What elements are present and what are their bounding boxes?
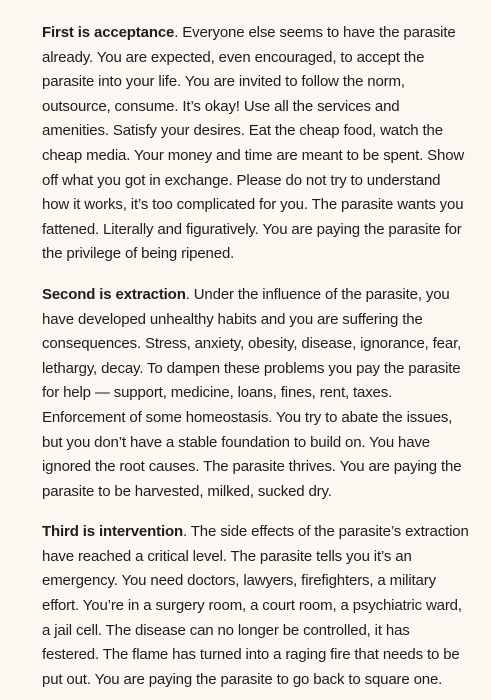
paragraph-body: . Under the influence of the parasite, you have developed unhealthy habits and you are suffering the consequences. Stress, anxiety, obesity, disease, ignorance, fear, lethargy, decay. To dampen these problems you pay the parasite for help — support, medicine, loans, fines, rent, taxes. Enforcement of some homeostasis. You try to abate the issues, but you don’t have a stable foundation to build on. You have ignored the root causes. The parasite thrives. You are paying the parasite to be harvested, milked, sucked dry. [42, 285, 462, 500]
paragraph-body: . The side effects of the parasite’s extraction have reached a critical level. The parasite tells you it’s an emergency. You need doctors, lawyers, firefighters, a military effort. You’re in a surgery room, a court room, a psychiatric ward, a jail cell. The disease can no longer be controlled, it has festered. The flame has turned into a raging fire that needs to be put out. You are paying the parasite to go back to square one. [42, 523, 469, 688]
paragraph-intervention [42, 520, 469, 692]
paragraph-lead: First is acceptance [42, 24, 175, 41]
paragraph-lead: Second is extraction [42, 285, 186, 303]
paragraph-acceptance [42, 21, 469, 267]
paragraph-body: . Everyone else seems to have the parasite already. You are expected, even encouraged, to accept the parasite into your life. You are invited to follow the norm, outsource, consume. It’s okay! Use all the services and amenities. Satisfy your desires. Eat the cheap food, watch the cheap media. Your money and time are meant to be spent. Show off what you got in exchange. Please do not try to understand how it works, it’s too complicated for you. The parasite wants you fattened. Literally and figuratively. You are paying the parasite for the privilege of being ripened. [42, 24, 465, 263]
paragraph-lead: Third is intervention [42, 523, 184, 541]
paragraph-extraction [42, 283, 469, 504]
